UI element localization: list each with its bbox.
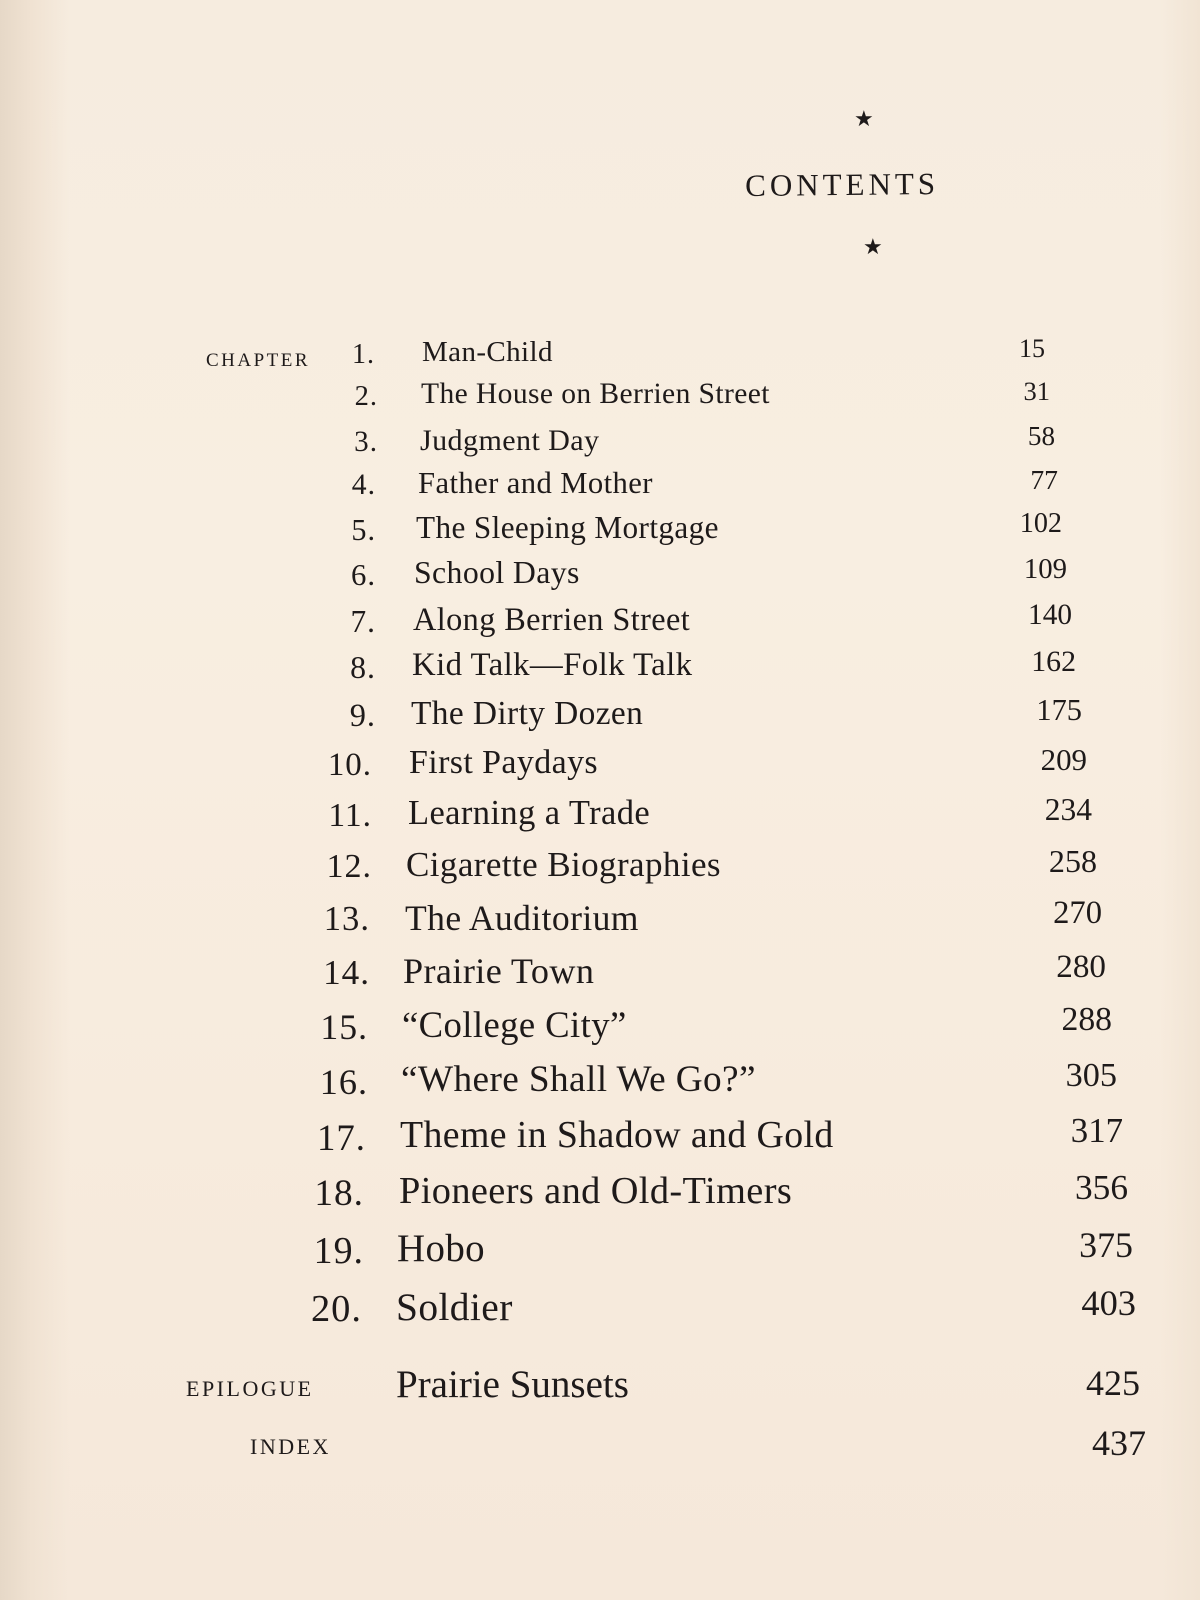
chapter-page-number: 375 [1079, 1225, 1133, 1265]
star-ornament-icon: ★ [854, 106, 874, 131]
chapter-number: 10. [327, 747, 372, 783]
chapter-number: 5. [351, 513, 376, 547]
chapter-title: Learning a Trade [408, 794, 651, 832]
index-page-number: 437 [1092, 1423, 1146, 1463]
chapter-page-number: 403 [1081, 1283, 1136, 1323]
chapter-page-number: 15 [1019, 334, 1045, 363]
chapter-number: 19. [313, 1230, 364, 1272]
index-label: INDEX [250, 1434, 331, 1459]
chapter-page-number: 234 [1044, 792, 1092, 827]
chapter-number: 7. [350, 604, 376, 639]
chapter-title: Theme in Shadow and Gold [400, 1114, 834, 1156]
chapter-number: 2. [354, 381, 378, 412]
chapter-page-number: 280 [1056, 948, 1106, 985]
chapter-title: Father and Mother [418, 466, 653, 500]
chapter-page-number: 31 [1023, 376, 1050, 406]
chapter-title: Judgment Day [420, 423, 600, 457]
chapter-title: Pioneers and Old-Timers [399, 1170, 793, 1212]
chapter-title: The Auditorium [405, 898, 639, 938]
chapter-page-number: 162 [1031, 645, 1076, 678]
chapter-title: Prairie Town [403, 951, 595, 991]
chapter-title: Man-Child [422, 336, 553, 368]
chapter-number: 11. [328, 797, 372, 834]
chapter-title: The House on Berrien Street [421, 378, 770, 410]
page-title: CONTENTS [745, 165, 940, 203]
chapter-number: 13. [323, 900, 370, 938]
chapter-title: First Paydays [409, 744, 599, 781]
chapter-number: 8. [350, 650, 376, 685]
chapter-number: 14. [323, 953, 370, 992]
chapter-number: 9. [349, 698, 376, 734]
chapter-page-number: 109 [1023, 553, 1067, 585]
chapter-title: The Sleeping Mortgage [416, 510, 719, 545]
chapter-title: Cigarette Biographies [406, 845, 721, 884]
chapter-page-number: 77 [1030, 464, 1058, 495]
chapter-page-number: 102 [1019, 508, 1062, 539]
chapter-page-number: 258 [1048, 843, 1097, 879]
chapter-number: 12. [326, 848, 372, 885]
chapter-page-number: 356 [1075, 1168, 1128, 1207]
chapter-page-number: 270 [1053, 895, 1102, 931]
epilogue-title: Prairie Sunsets [396, 1363, 629, 1406]
chapter-page-number: 317 [1070, 1111, 1123, 1150]
chapter-title: Along Berrien Street [413, 601, 691, 637]
chapter-number: 17. [317, 1117, 366, 1158]
chapter-title: “Where Shall We Go?” [401, 1059, 756, 1100]
chapter-title: The Dirty Dozen [411, 695, 644, 732]
chapter-number: 16. [319, 1062, 368, 1102]
chapter-number: 3. [354, 426, 378, 458]
chapter-page-number: 140 [1028, 599, 1072, 631]
chapter-title: Kid Talk—Folk Talk [412, 647, 693, 683]
chapter-page-number: 209 [1040, 742, 1087, 777]
chapter-title: Hobo [397, 1227, 486, 1270]
chapter-number: 4. [351, 469, 376, 501]
chapter-label: CHAPTER [206, 350, 311, 371]
epilogue-label: EPILOGUE [186, 1376, 314, 1401]
chapter-title: Soldier [396, 1285, 513, 1329]
chapter-page-number: 58 [1027, 421, 1055, 451]
star-ornament-icon: ★ [863, 234, 883, 259]
chapter-page-number: 175 [1036, 693, 1082, 727]
chapter-title: School Days [414, 555, 580, 590]
chapter-number: 6. [350, 558, 376, 592]
chapter-number: 1. [352, 339, 375, 370]
chapter-number: 20. [310, 1288, 362, 1330]
chapter-title: “College City” [402, 1004, 627, 1045]
chapter-page-number: 288 [1061, 1001, 1112, 1038]
epilogue-page-number: 425 [1086, 1363, 1140, 1403]
chapter-number: 18. [314, 1173, 364, 1214]
chapter-page-number: 305 [1065, 1056, 1117, 1094]
chapter-number: 15. [320, 1007, 368, 1047]
